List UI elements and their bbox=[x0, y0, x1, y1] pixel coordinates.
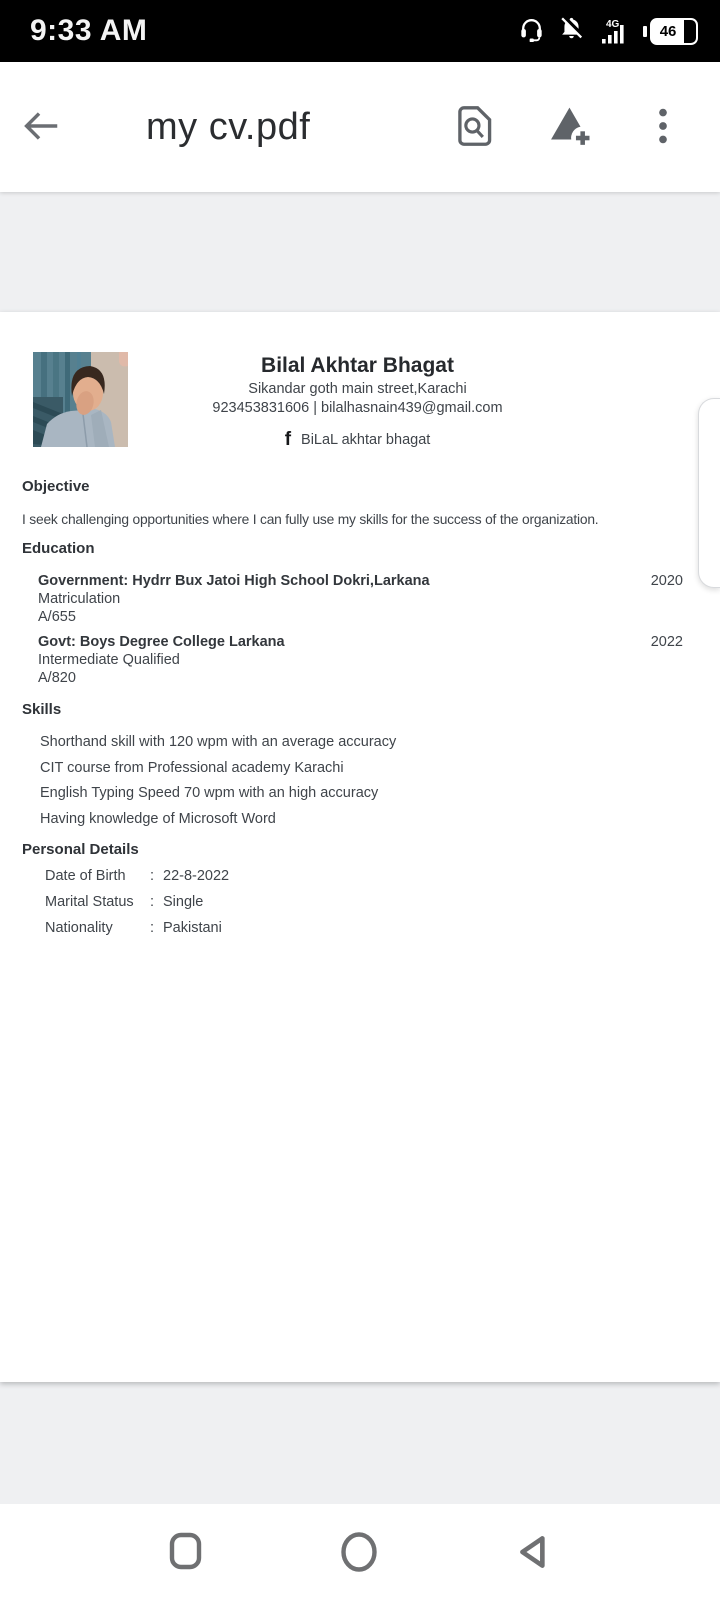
education-year: 2022 bbox=[650, 634, 683, 650]
navigation-bar bbox=[0, 1504, 720, 1600]
personal-value: Single bbox=[163, 894, 204, 910]
personal-detail-row bbox=[22, 867, 683, 885]
skill-item bbox=[22, 733, 683, 751]
skill-text: Shorthand skill with 120 wpm with an average accuracy bbox=[40, 734, 397, 750]
cv-contact: 923453831606 | bilalhasnain439@gmail.com bbox=[212, 400, 503, 416]
bullet-icon bbox=[28, 893, 45, 911]
skill-item bbox=[22, 784, 683, 802]
education-school: Government: Hydrr Bux Jatoi High School Dokri,Larkana bbox=[38, 573, 430, 589]
home-circle-icon bbox=[338, 1530, 380, 1577]
education-degree: Matriculation bbox=[38, 591, 121, 607]
skill-item bbox=[22, 810, 683, 828]
personal-value: 22-8-2022 bbox=[163, 868, 230, 884]
recents-button[interactable] bbox=[158, 1525, 214, 1581]
bullet-icon bbox=[24, 810, 40, 828]
arrow-back-icon bbox=[17, 103, 63, 152]
battery-body bbox=[650, 18, 698, 45]
search-in-document-button[interactable] bbox=[450, 101, 500, 154]
personal-detail-row bbox=[22, 919, 683, 937]
document-title: my cv.pdf bbox=[146, 105, 311, 148]
skills-heading: Skills bbox=[22, 701, 62, 718]
personal-label: Date of Birth bbox=[45, 868, 126, 884]
profile-photo bbox=[33, 352, 128, 447]
back-triangle-icon bbox=[514, 1531, 556, 1576]
back-nav-button[interactable] bbox=[507, 1525, 563, 1581]
back-button[interactable] bbox=[0, 62, 80, 192]
cv-name: Bilal Akhtar Bhagat bbox=[261, 354, 454, 377]
bullet-icon bbox=[28, 919, 45, 937]
add-to-drive-button[interactable] bbox=[544, 100, 596, 155]
status-time: 9:33 AM bbox=[30, 14, 148, 47]
cv-address: Sikandar goth main street,Karachi bbox=[248, 381, 467, 397]
network-type-label: 4G bbox=[606, 18, 620, 30]
battery-nub bbox=[643, 26, 647, 37]
bullet-icon bbox=[24, 784, 40, 802]
objective-text: I seek challenging opportunities where I can fully use my skills for the success of the organization. bbox=[22, 512, 599, 527]
battery-level: 46 bbox=[659, 22, 677, 40]
facebook-name: BiLaL akhtar bhagat bbox=[301, 432, 431, 448]
education-school: Govt: Boys Degree College Larkana bbox=[38, 634, 285, 650]
drive-add-icon bbox=[544, 100, 596, 155]
recents-square-icon bbox=[166, 1531, 206, 1576]
skill-item bbox=[22, 759, 683, 777]
personal-label: Nationality bbox=[45, 920, 113, 936]
more-vert-icon bbox=[640, 103, 686, 152]
personal-separator: : bbox=[150, 894, 155, 910]
headset-icon bbox=[518, 15, 545, 47]
battery-icon bbox=[643, 18, 698, 45]
facebook-icon: f bbox=[284, 429, 292, 450]
toolbar bbox=[0, 62, 720, 192]
status-icons bbox=[518, 15, 698, 47]
education-degree: Intermediate Qualified bbox=[38, 652, 180, 668]
education-grade: A/655 bbox=[38, 609, 76, 625]
signal-icon bbox=[598, 18, 630, 45]
personal-details-heading: Personal Details bbox=[22, 841, 139, 858]
skill-text: English Typing Speed 70 wpm with an high accuracy bbox=[40, 785, 379, 801]
personal-value: Pakistani bbox=[163, 920, 222, 936]
bullet-icon bbox=[24, 759, 40, 777]
personal-separator: : bbox=[150, 920, 155, 936]
education-heading: Education bbox=[22, 540, 95, 557]
objective-heading: Objective bbox=[22, 478, 90, 495]
cv-facebook-row bbox=[32, 430, 683, 450]
personal-separator: : bbox=[150, 868, 155, 884]
bullet-icon bbox=[24, 572, 38, 626]
skill-text: Having knowledge of Microsoft Word bbox=[40, 810, 276, 827]
document-search-icon bbox=[450, 101, 500, 154]
education-item bbox=[22, 633, 683, 687]
bullet-icon bbox=[28, 867, 45, 885]
toolbar-actions bbox=[450, 100, 720, 155]
personal-label: Marital Status bbox=[45, 894, 134, 910]
more-options-button[interactable] bbox=[640, 103, 686, 152]
bullet-icon bbox=[24, 633, 38, 687]
fast-scroll-handle[interactable] bbox=[698, 398, 720, 588]
personal-detail-row bbox=[22, 893, 683, 911]
education-item bbox=[22, 572, 683, 626]
education-year: 2020 bbox=[650, 573, 683, 589]
status-bar bbox=[0, 0, 720, 62]
skill-text: CIT course from Professional academy Karachi bbox=[40, 759, 344, 776]
education-grade: A/820 bbox=[38, 670, 76, 686]
bullet-icon bbox=[24, 733, 40, 751]
notifications-off-icon bbox=[558, 15, 585, 47]
pdf-page[interactable] bbox=[0, 312, 720, 1382]
home-button[interactable] bbox=[331, 1525, 387, 1581]
